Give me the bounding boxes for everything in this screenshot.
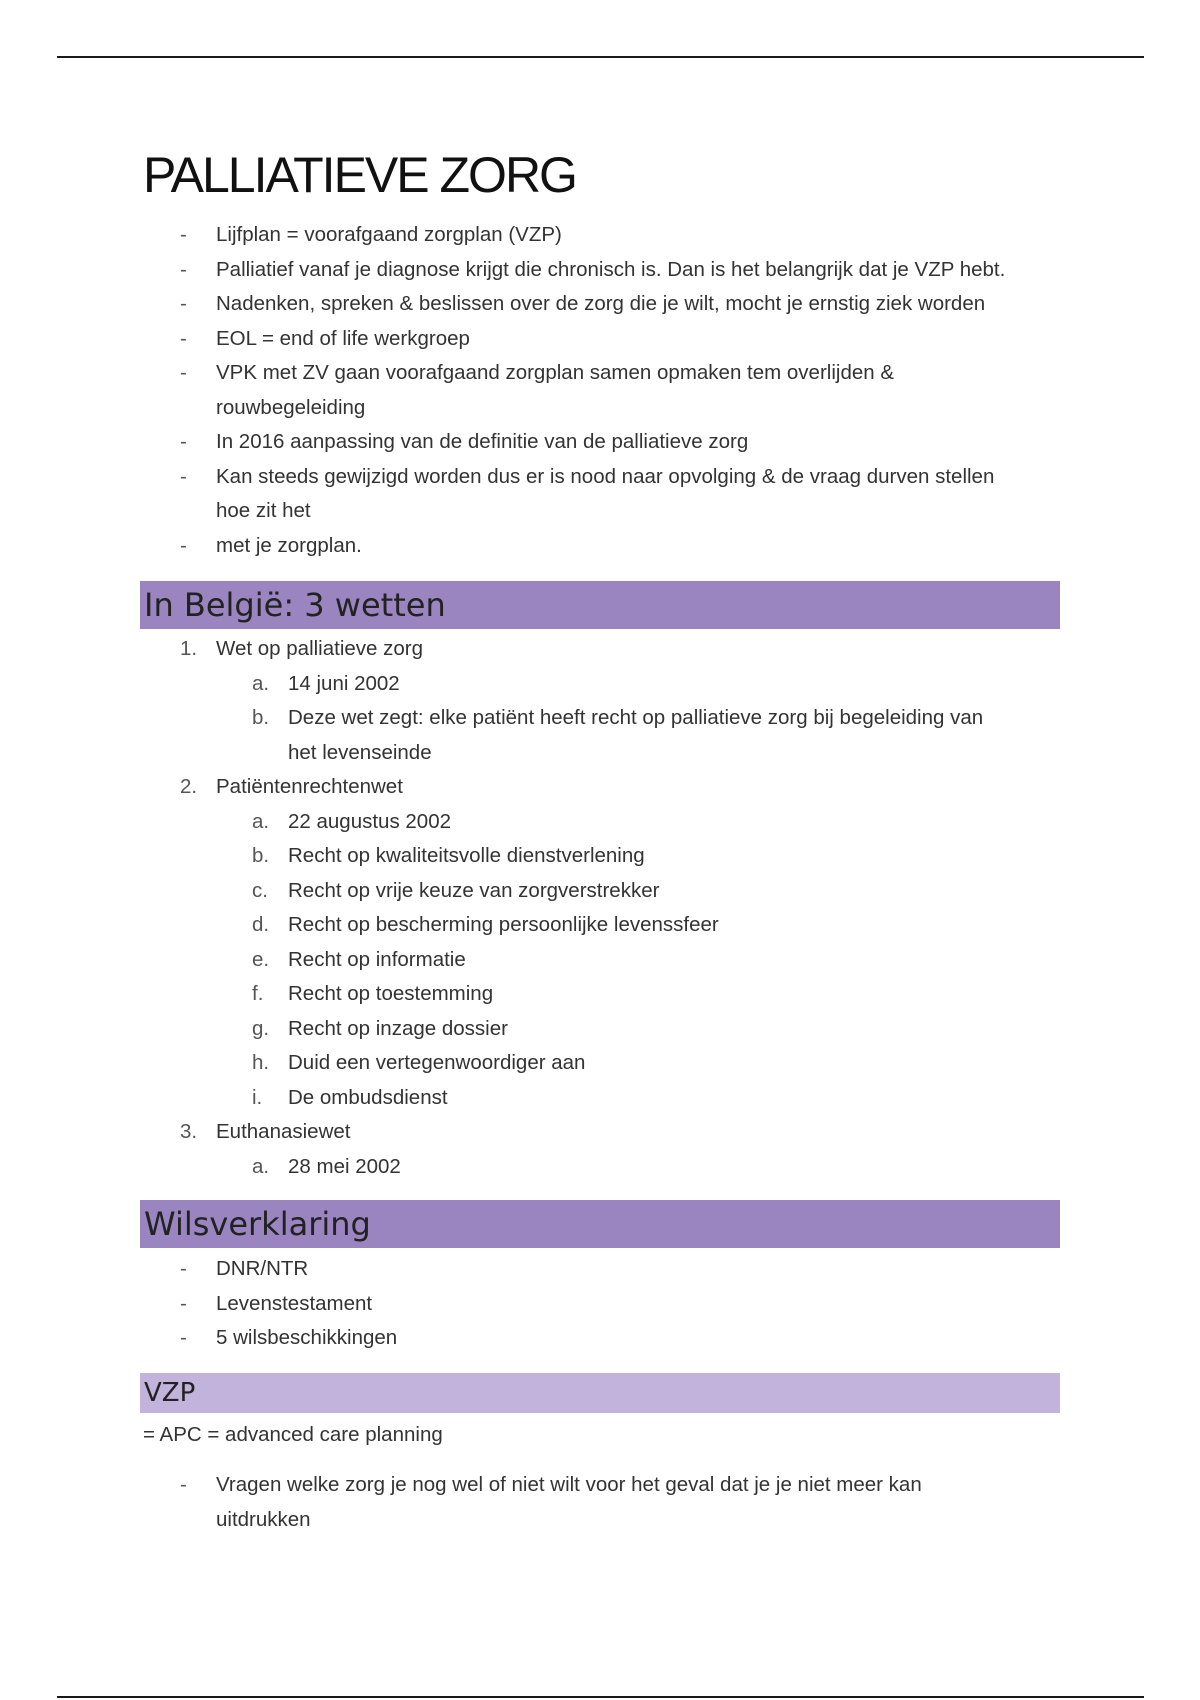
law-subitem: h. Duid een vertegenwoordiger aan [252,1051,586,1074]
law-item: 3. Euthanasiewet [180,1120,351,1143]
list-item: - Levenstestament [180,1291,373,1315]
top-rule [57,56,1144,58]
list-item-continuation: rouwbegeleiding [216,395,366,419]
section-heading-wetten: In België: 3 wetten [140,581,1060,629]
list-item: - met je zorgplan. [180,533,362,557]
intro-list [140,218,1060,563]
law-subitem: c. Recht op vrije keuze van zorgverstrekker [252,878,660,902]
laws-list [140,632,1060,1184]
law-subitem: a. 14 juni 2002 [252,671,400,695]
list-item: - Lijfplan = voorafgaand zorgplan (VZP) [180,223,562,246]
law-subitem: f. Recht op toestemming [252,982,494,1005]
list-item: - VPK met ZV gaan voorafgaand zorgplan samen opmaken tem overlijden & [180,361,895,384]
vzp-list [140,1468,1060,1537]
law-subitem: a. 28 mei 2002 [252,1154,401,1178]
list-item: - In 2016 aanpassing van de definitie van de palliatieve zorg [180,430,749,453]
list-item: - Kan steeds gewijzigd worden dus er is nood naar opvolging & de vraag durven stellen [180,464,995,488]
law-subitem: d. Recht op bescherming persoonlijke levenssfeer [252,913,719,936]
law-subitem: g. Recht op inzage dossier [252,1016,508,1040]
law-subitem: b. Recht op kwaliteitsvolle dienstverlening [252,844,645,867]
law-subitem: i. De ombudsdienst [252,1085,448,1109]
list-item: - DNR/NTR [180,1257,309,1280]
list-item: - Nadenken, spreken & beslissen over de zorg die je wilt, mocht je ernstig ziek worden [180,292,986,315]
law-item: 2. Patiëntenrechtenwet [180,775,403,798]
law-subitem-continuation: het levenseinde [288,740,432,764]
list-item-continuation: hoe zit het [216,499,311,522]
law-item: 1. Wet op palliatieve zorg [180,637,424,660]
list-item: - EOL = end of life werkgroep [180,326,470,350]
list-item: - Vragen welke zorg je nog wel of niet wilt voor het geval dat je je niet meer kan [180,1473,922,1496]
page-title: PALLIATIEVE ZORG [143,147,576,203]
wilsverklaring-list [140,1252,1060,1356]
law-subitem: b. Deze wet zegt: elke patiënt heeft recht op palliatieve zorg bij begeleiding van [252,706,984,729]
list-item: - Palliatief vanaf je diagnose krijgt die chronisch is. Dan is het belangrijk dat je VZP hebt. [180,257,1006,281]
list-item: - 5 wilsbeschikkingen [180,1326,398,1349]
section-heading-vzp: VZP [140,1373,1060,1413]
section-heading-wilsverklaring: Wilsverklaring [140,1200,1060,1248]
vzp-definition: = APC = advanced care planning [143,1423,443,1446]
bottom-rule [57,1696,1144,1698]
law-subitem: e. Recht op informatie [252,947,466,971]
law-subitem: a. 22 augustus 2002 [252,809,451,833]
list-item-continuation: uitdrukken [216,1507,311,1531]
